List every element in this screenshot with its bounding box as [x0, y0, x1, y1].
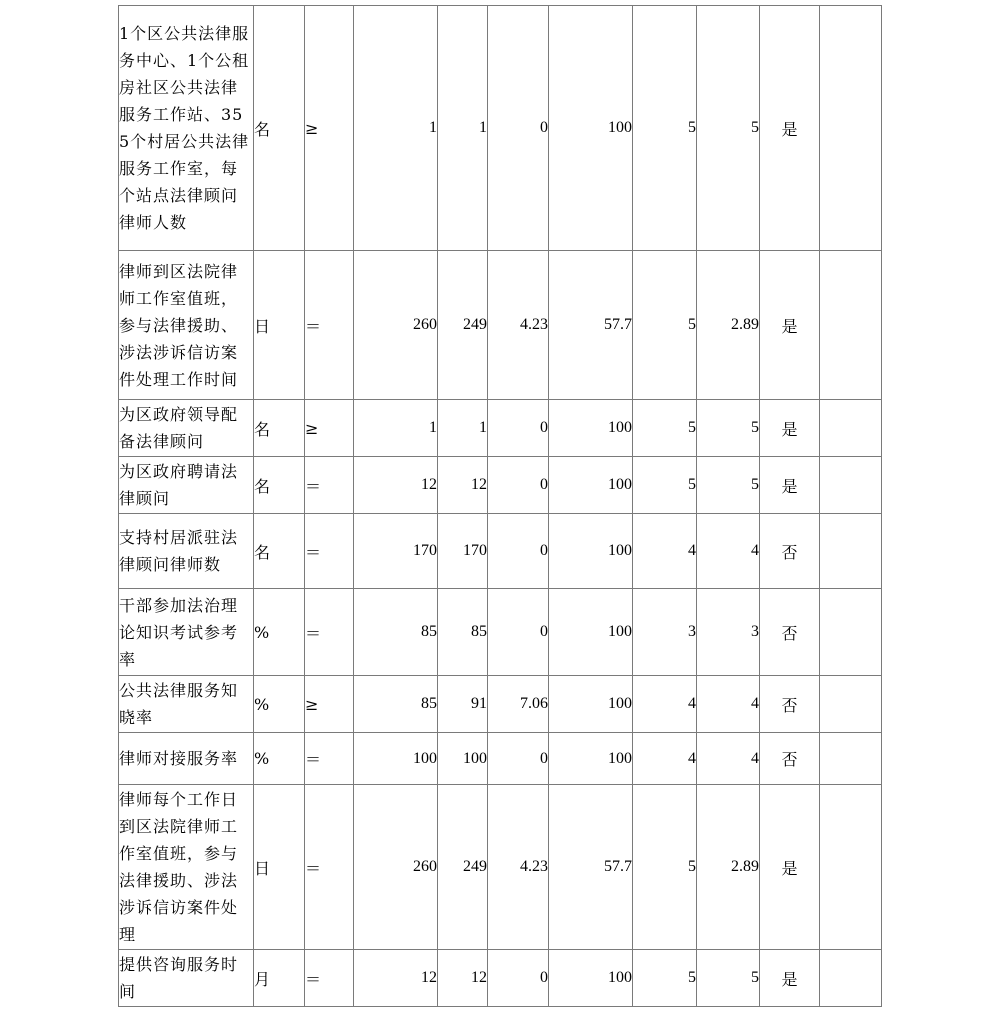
weight-cell: 4: [633, 676, 697, 733]
completion-rate-cell: 100: [549, 514, 633, 589]
remark-cell: [820, 733, 882, 785]
weight-cell: 5: [633, 400, 697, 457]
actual-value-cell: 249: [438, 251, 488, 400]
table-row: [119, 676, 882, 733]
target-value-cell: 85: [354, 589, 438, 676]
weight-cell: 5: [633, 950, 697, 1007]
operator-cell: ＝: [305, 950, 354, 1007]
target-value-cell: 1: [354, 400, 438, 457]
core-flag-cell: 否: [760, 514, 820, 589]
completion-rate-cell: 100: [549, 950, 633, 1007]
deviation-rate-cell: 4.23: [488, 785, 549, 950]
indicator-name-cell: 为区政府聘请法律顾问: [119, 457, 254, 514]
target-value-cell: 12: [354, 950, 438, 1007]
indicator-name-cell: 干部参加法治理论知识考试参考率: [119, 589, 254, 676]
score-cell: 5: [697, 950, 760, 1007]
operator-cell: ＝: [305, 733, 354, 785]
core-flag-cell: 是: [760, 6, 820, 251]
actual-value-cell: 249: [438, 785, 488, 950]
score-cell: 2.89: [697, 785, 760, 950]
unit-cell: 日: [254, 785, 305, 950]
score-cell: 5: [697, 400, 760, 457]
remark-cell: [820, 400, 882, 457]
completion-rate-cell: 100: [549, 400, 633, 457]
deviation-rate-cell: 0: [488, 514, 549, 589]
unit-cell: 名: [254, 400, 305, 457]
core-flag-cell: 是: [760, 457, 820, 514]
target-value-cell: 1: [354, 6, 438, 251]
operator-cell: ＝: [305, 785, 354, 950]
actual-value-cell: 1: [438, 6, 488, 251]
completion-rate-cell: 100: [549, 733, 633, 785]
indicator-name-cell: 公共法律服务知晓率: [119, 676, 254, 733]
completion-rate-cell: 57.7: [549, 251, 633, 400]
table-row: [119, 733, 882, 785]
actual-value-cell: 100: [438, 733, 488, 785]
table-row: [119, 251, 882, 400]
operator-cell: ≥: [305, 6, 354, 251]
target-value-cell: 170: [354, 514, 438, 589]
indicator-name-cell: 律师每个工作日到区法院律师工作室值班，参与法律援助、涉法涉诉信访案件处理: [119, 785, 254, 950]
indicator-name-cell: 支持村居派驻法律顾问律师数: [119, 514, 254, 589]
deviation-rate-cell: 4.23: [488, 251, 549, 400]
operator-cell: ＝: [305, 457, 354, 514]
actual-value-cell: 1: [438, 400, 488, 457]
remark-cell: [820, 676, 882, 733]
indicator-name-cell: 律师对接服务率: [119, 733, 254, 785]
remark-cell: [820, 589, 882, 676]
deviation-rate-cell: 0: [488, 457, 549, 514]
table-row: [119, 950, 882, 1007]
core-flag-cell: 是: [760, 400, 820, 457]
score-cell: 2.89: [697, 251, 760, 400]
core-flag-cell: 是: [760, 251, 820, 400]
indicator-table: [118, 5, 882, 1007]
target-value-cell: 260: [354, 251, 438, 400]
actual-value-cell: 170: [438, 514, 488, 589]
completion-rate-cell: 100: [549, 589, 633, 676]
table-row: [119, 589, 882, 676]
score-cell: 4: [697, 676, 760, 733]
indicator-name-cell: 1个区公共法律服务中心、1个公租房社区公共法律服务工作站、355个村居公共法律服务工作室，每个站点法律顾问律师人数: [119, 6, 254, 251]
actual-value-cell: 12: [438, 950, 488, 1007]
unit-cell: 名: [254, 6, 305, 251]
operator-cell: ＝: [305, 251, 354, 400]
operator-cell: ＝: [305, 589, 354, 676]
actual-value-cell: 85: [438, 589, 488, 676]
weight-cell: 5: [633, 6, 697, 251]
core-flag-cell: 是: [760, 785, 820, 950]
deviation-rate-cell: 7.06: [488, 676, 549, 733]
weight-cell: 5: [633, 457, 697, 514]
deviation-rate-cell: 0: [488, 400, 549, 457]
operator-cell: ＝: [305, 514, 354, 589]
unit-cell: %: [254, 733, 305, 785]
target-value-cell: 12: [354, 457, 438, 514]
deviation-rate-cell: 0: [488, 733, 549, 785]
deviation-rate-cell: 0: [488, 950, 549, 1007]
weight-cell: 4: [633, 514, 697, 589]
remark-cell: [820, 785, 882, 950]
core-flag-cell: 否: [760, 589, 820, 676]
remark-cell: [820, 514, 882, 589]
unit-cell: 名: [254, 457, 305, 514]
completion-rate-cell: 100: [549, 457, 633, 514]
indicator-name-cell: 提供咨询服务时间: [119, 950, 254, 1007]
completion-rate-cell: 100: [549, 676, 633, 733]
score-cell: 5: [697, 457, 760, 514]
weight-cell: 3: [633, 589, 697, 676]
operator-cell: ≥: [305, 676, 354, 733]
weight-cell: 5: [633, 251, 697, 400]
table-row: [119, 785, 882, 950]
score-cell: 4: [697, 733, 760, 785]
operator-cell: ≥: [305, 400, 354, 457]
actual-value-cell: 91: [438, 676, 488, 733]
remark-cell: [820, 457, 882, 514]
unit-cell: 月: [254, 950, 305, 1007]
table-row: [119, 514, 882, 589]
unit-cell: %: [254, 589, 305, 676]
core-flag-cell: 否: [760, 676, 820, 733]
score-cell: 4: [697, 514, 760, 589]
target-value-cell: 85: [354, 676, 438, 733]
actual-value-cell: 12: [438, 457, 488, 514]
completion-rate-cell: 57.7: [549, 785, 633, 950]
table-row: [119, 400, 882, 457]
unit-cell: 日: [254, 251, 305, 400]
score-cell: 3: [697, 589, 760, 676]
remark-cell: [820, 251, 882, 400]
remark-cell: [820, 950, 882, 1007]
remark-cell: [820, 6, 882, 251]
table-row: [119, 6, 882, 251]
target-value-cell: 260: [354, 785, 438, 950]
core-flag-cell: 是: [760, 950, 820, 1007]
table-body: [119, 6, 882, 1007]
completion-rate-cell: 100: [549, 6, 633, 251]
weight-cell: 4: [633, 733, 697, 785]
indicator-name-cell: 律师到区法院律师工作室值班，参与法律援助、涉法涉诉信访案件处理工作时间: [119, 251, 254, 400]
deviation-rate-cell: 0: [488, 589, 549, 676]
weight-cell: 5: [633, 785, 697, 950]
unit-cell: 名: [254, 514, 305, 589]
indicator-name-cell: 为区政府领导配备法律顾问: [119, 400, 254, 457]
table-row: [119, 457, 882, 514]
core-flag-cell: 否: [760, 733, 820, 785]
unit-cell: %: [254, 676, 305, 733]
target-value-cell: 100: [354, 733, 438, 785]
score-cell: 5: [697, 6, 760, 251]
deviation-rate-cell: 0: [488, 6, 549, 251]
